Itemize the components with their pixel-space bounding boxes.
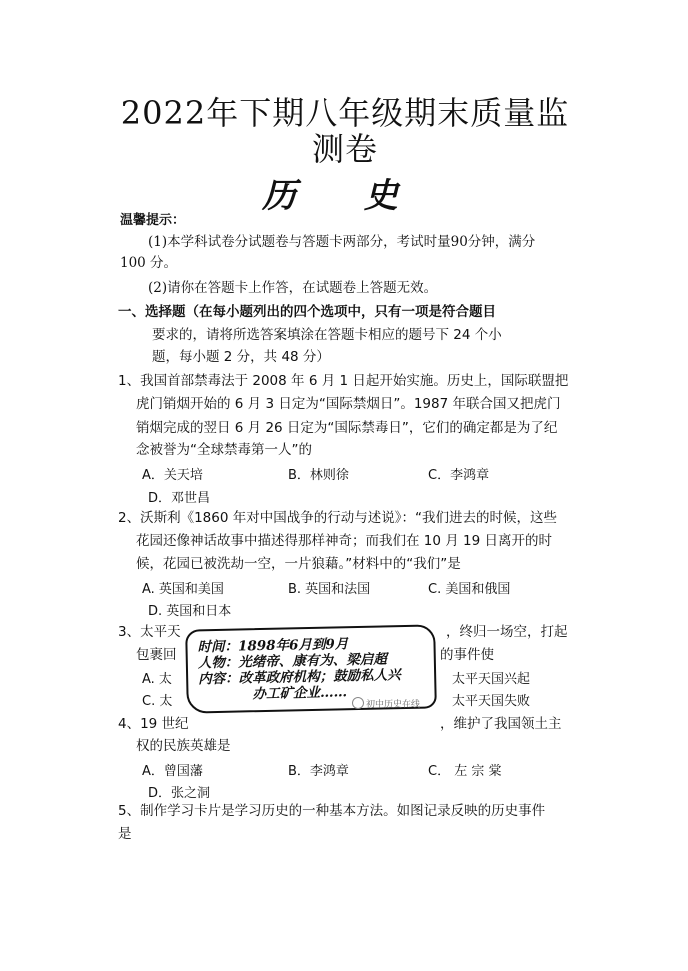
q4-option-b: B．李鸿章 bbox=[288, 764, 349, 779]
q2-option-d: D. 英国和日本 bbox=[148, 604, 232, 619]
q1-option-a: A．关天培 bbox=[142, 468, 203, 483]
q3-option-a: A. 太 bbox=[142, 672, 172, 687]
tip-1-line-a: (1)本学科试卷分试题卷与答题卡两部分，考试时量90分钟，满分 bbox=[148, 234, 536, 250]
q3-option-c: C. 太 bbox=[142, 694, 173, 709]
q4-option-c bbox=[428, 760, 570, 779]
q3-option-c-right: 太平天国失败 bbox=[452, 694, 531, 709]
q1-line-2: 虎门销烟开始的 6 月 3 日定为“国际禁烟日”。1987 年联合国又把虎门 bbox=[136, 396, 561, 412]
q1-line-1: 1、我国首部禁毒法于 2008 年 6 月 1 日起开始实施。历史上，国际联盟把 bbox=[118, 373, 569, 389]
tip-2: (2)请你在答题卡上作答，在试题卷上答题无效。 bbox=[148, 280, 438, 296]
q3-option-a-right: 太平天国兴起 bbox=[452, 672, 531, 687]
card-time: 时间：1898年6月到9月 bbox=[197, 636, 349, 656]
section-1-header-b: 要求的，请将所选答案填涂在答题卡相应的题号下 24 个小 bbox=[152, 327, 502, 343]
q2-line-2: 花园还像神话故事中描述得那样神奇；而我们在 10 月 19 日离开的时 bbox=[136, 533, 553, 549]
q1-option-b: B．林则徐 bbox=[288, 468, 349, 483]
q1-line-3: 销烟完成的翌日 6 月 26 日定为“国际禁毒日”，它们的确定都是为了纪 bbox=[136, 420, 558, 436]
exam-title-line-2: 测卷 bbox=[311, 130, 378, 168]
q2-option-b: B. 英国和法国 bbox=[288, 582, 371, 597]
tip-1-line-b: 100 分。 bbox=[120, 255, 178, 271]
exam-title-line-1: 2022年下期八年级期末质量监 bbox=[120, 94, 570, 132]
q3-line-1-start: 3、太平天 bbox=[118, 624, 181, 640]
q2-option-a: A. 英国和美国 bbox=[142, 582, 224, 597]
q2-line-1: 2、沃斯利《1860 年对中国战争的行动与述说》：“我们进去的时候，这些 bbox=[118, 510, 557, 526]
card-people: 人物：光绪帝、康有为、梁启超 bbox=[197, 651, 387, 672]
q4-option-c-text: C． 左 宗 棠 bbox=[428, 764, 502, 779]
subject-title: 历 史 bbox=[262, 176, 426, 216]
q4-line-1-end: ，维护了我国领土主 bbox=[440, 716, 562, 732]
section-1-header-c: 题，每小题 2 分，共 48 分） bbox=[152, 349, 330, 365]
section-1-header-a: 一、选择题（在每小题列出的四个选项中，只有一项是符合题目 bbox=[118, 304, 496, 320]
q2-option-c: C. 美国和俄国 bbox=[428, 582, 511, 597]
q4-line-1-start: 4、19 世纪 bbox=[118, 716, 189, 732]
q1-option-c: C．李鸿章 bbox=[428, 468, 490, 483]
card-content: 内容：改革政府机构；鼓励私人兴 bbox=[198, 667, 401, 688]
q4-line-2: 权的民族英雄是 bbox=[136, 738, 231, 754]
q5-line-2: 是 bbox=[118, 826, 132, 842]
q3-line-2-end: 的事件使 bbox=[440, 647, 494, 663]
tips-heading: 温馨提示： bbox=[120, 213, 186, 228]
q5-line-1: 5、制作学习卡片是学习历史的一种基本方法。如图记录反映的历史事件 bbox=[118, 803, 546, 819]
q1-line-4: 念被誉为“全球禁毒第一人”的 bbox=[136, 442, 312, 458]
watermark-icon bbox=[352, 697, 364, 709]
q4-option-a: A．曾国藩 bbox=[142, 764, 203, 779]
q3-line-2-start: 包裹回 bbox=[136, 647, 177, 663]
q3-line-1-end: ，终归一场空，打起 bbox=[446, 624, 568, 640]
watermark: 初中历史在线 bbox=[366, 700, 421, 710]
q2-line-3: 候，花园已被洗劫一空，一片狼藉。”材料中的“我们”是 bbox=[136, 556, 461, 572]
q4-option-d: D．张之洞 bbox=[148, 786, 211, 801]
card-content-cont: 办工矿企业…… bbox=[252, 684, 348, 703]
q1-option-d: D．邓世昌 bbox=[148, 491, 211, 506]
